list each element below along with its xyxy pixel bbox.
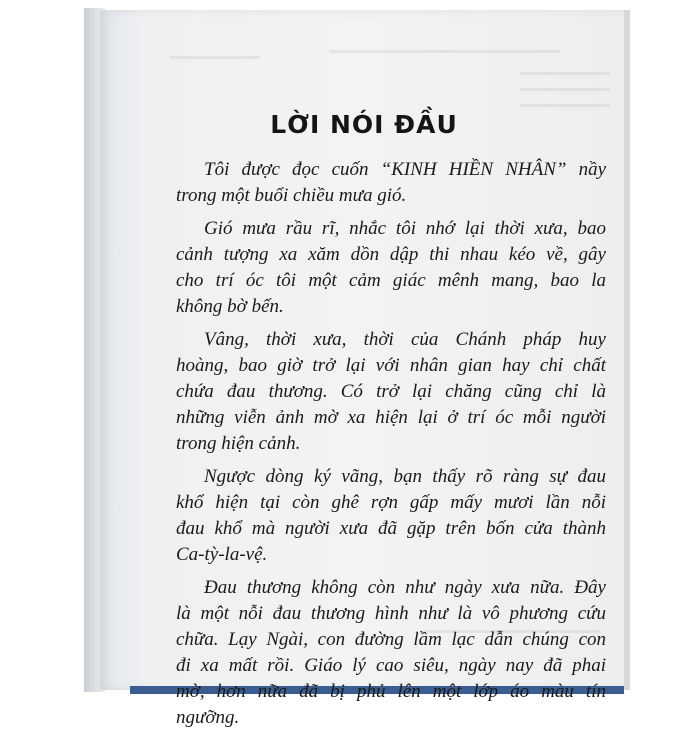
text-line: Gió mưa rầu rĩ, nhắc tôi nhớ lại thời xưa, bao — [204, 218, 606, 239]
text-line: hoàng, bao giờ trở lại với nhân gian hay chỉ chất — [176, 355, 606, 376]
body-text — [176, 157, 606, 738]
paragraph-5 — [176, 575, 606, 731]
text-line: không bờ bến. — [176, 296, 284, 317]
text-line: khổ hiện tại còn ghê rợn gấp mấy mươi lần nỗi — [176, 492, 606, 513]
text-line: chứa đau thương. Có trở lại chăng cũng chỉ là — [176, 381, 606, 402]
text-line: những viễn ảnh mờ xa hiện lại ở trí óc mỗi người — [176, 407, 606, 428]
text-line: cảnh tượng xa xăm dồn dập thi nhau kéo về, gây — [176, 244, 606, 265]
text-line: cho trí óc tôi một cảm giác mênh mang, bao la — [176, 270, 606, 291]
text-line: là một nỗi đau thương hình như là vô phương cứu — [176, 603, 606, 624]
text-line: Vâng, thời xưa, thời của Chánh pháp huy — [204, 329, 606, 350]
bleed-mark — [330, 50, 560, 53]
text-line: chữa. Lạy Ngài, con đường lầm lạc dẫn chúng con — [176, 629, 606, 650]
paragraph-2 — [176, 216, 606, 320]
bleed-mark — [520, 88, 610, 91]
text-line: đi xa mất rồi. Giáo lý cao siêu, ngày nay đã phai — [176, 655, 606, 676]
text-line: Tôi được đọc cuốn “KINH HIỀN NHÂN” nầy — [204, 159, 606, 180]
text-line: Đau thương không còn như ngày xưa nữa. Đây — [204, 577, 606, 598]
text-line: đau khổ mà người xưa đã gặp trên bốn cửa thành — [176, 518, 606, 539]
paragraph-4 — [176, 464, 606, 568]
text-line: mờ, hơn nữa đã bị phủ lên một lớp áo màu tín — [176, 681, 606, 702]
text-line: trong hiện cảnh. — [176, 433, 301, 454]
text-line: Ngược dòng ký vãng, bạn thấy rõ ràng sự đau — [204, 466, 606, 487]
bleed-mark — [170, 56, 260, 59]
bleed-mark — [520, 72, 610, 75]
text-line: ngưỡng. — [176, 707, 240, 728]
page-title: LỜI NÓI ĐẦU — [270, 110, 458, 139]
text-line: Ca-tỳ-la-vệ. — [176, 544, 268, 565]
paragraph-1 — [176, 157, 606, 209]
bleed-mark — [520, 104, 610, 107]
paragraph-3 — [176, 327, 606, 457]
text-line: trong một buổi chiều mưa gió. — [176, 185, 407, 206]
